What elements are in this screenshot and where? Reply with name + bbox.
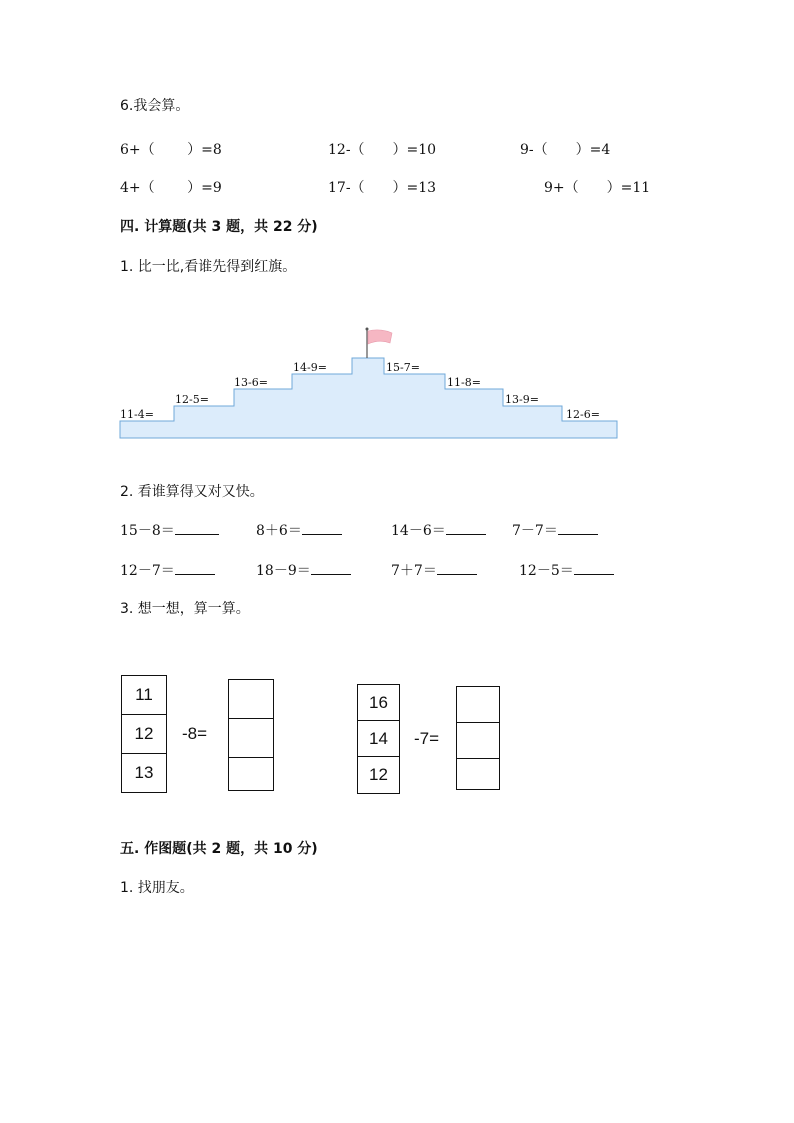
answer-box[interactable] [228, 718, 274, 758]
answer-box[interactable] [228, 679, 274, 719]
number-box: 12 [121, 714, 167, 754]
number-box: 13 [121, 753, 167, 793]
staircase-diagram [0, 0, 794, 460]
q2-item: 12－5＝ [519, 560, 614, 580]
number-box: 11 [121, 675, 167, 715]
q2-item: 7－7＝ [512, 520, 598, 540]
step-label: 12-5= [175, 393, 209, 406]
operator-label: -7= [414, 729, 440, 748]
q2-item: 8＋6＝ [256, 520, 342, 540]
q6-item: 17-（ ）=13 [328, 180, 437, 196]
q6-title: 6.我会算。 [120, 98, 190, 114]
section-heading: 四. 计算题(共 3 题，共 22 分) [120, 219, 318, 235]
q6-item: 6+（ ）=8 [120, 142, 222, 158]
number-box: 14 [357, 720, 400, 757]
q2-item: 18－9＝ [256, 560, 351, 580]
q2-item: 15－8＝ [120, 520, 219, 540]
q6-item: 9+（ ）=11 [544, 180, 651, 196]
answer-box[interactable] [228, 757, 274, 791]
answer-box[interactable] [456, 686, 500, 723]
q3-title: 3. 想一想，算一算。 [120, 601, 250, 617]
operator-label: -8= [182, 724, 208, 743]
q2-item: 7＋7＝ [391, 560, 477, 580]
step-label: 11-8= [447, 376, 481, 389]
q6-item: 9-（ ）=4 [520, 142, 611, 158]
q2-item: 12－7＝ [120, 560, 215, 580]
q6-item: 4+（ ）=9 [120, 180, 222, 196]
number-box: 12 [357, 756, 400, 794]
q6-item: 12-（ ）=10 [328, 142, 437, 158]
flag-pole-top [366, 328, 369, 331]
step-label: 13-6= [234, 376, 268, 389]
step-label: 15-7= [386, 361, 420, 374]
q2-title: 2. 看谁算得又对又快。 [120, 484, 264, 500]
q1-title: 1. 找朋友。 [120, 880, 194, 896]
step-label: 14-9= [293, 361, 327, 374]
number-box: 16 [357, 684, 400, 721]
step-label: 12-6= [566, 408, 600, 421]
answer-box[interactable] [456, 758, 500, 790]
section-heading: 五. 作图题(共 2 题，共 10 分) [120, 841, 318, 857]
q1-title: 1. 比一比,看谁先得到红旗。 [120, 259, 297, 275]
red-flag-icon [368, 330, 392, 344]
step-label: 11-4= [120, 408, 154, 421]
q2-item: 14－6＝ [391, 520, 486, 540]
step-label: 13-9= [505, 393, 539, 406]
answer-box[interactable] [456, 722, 500, 759]
